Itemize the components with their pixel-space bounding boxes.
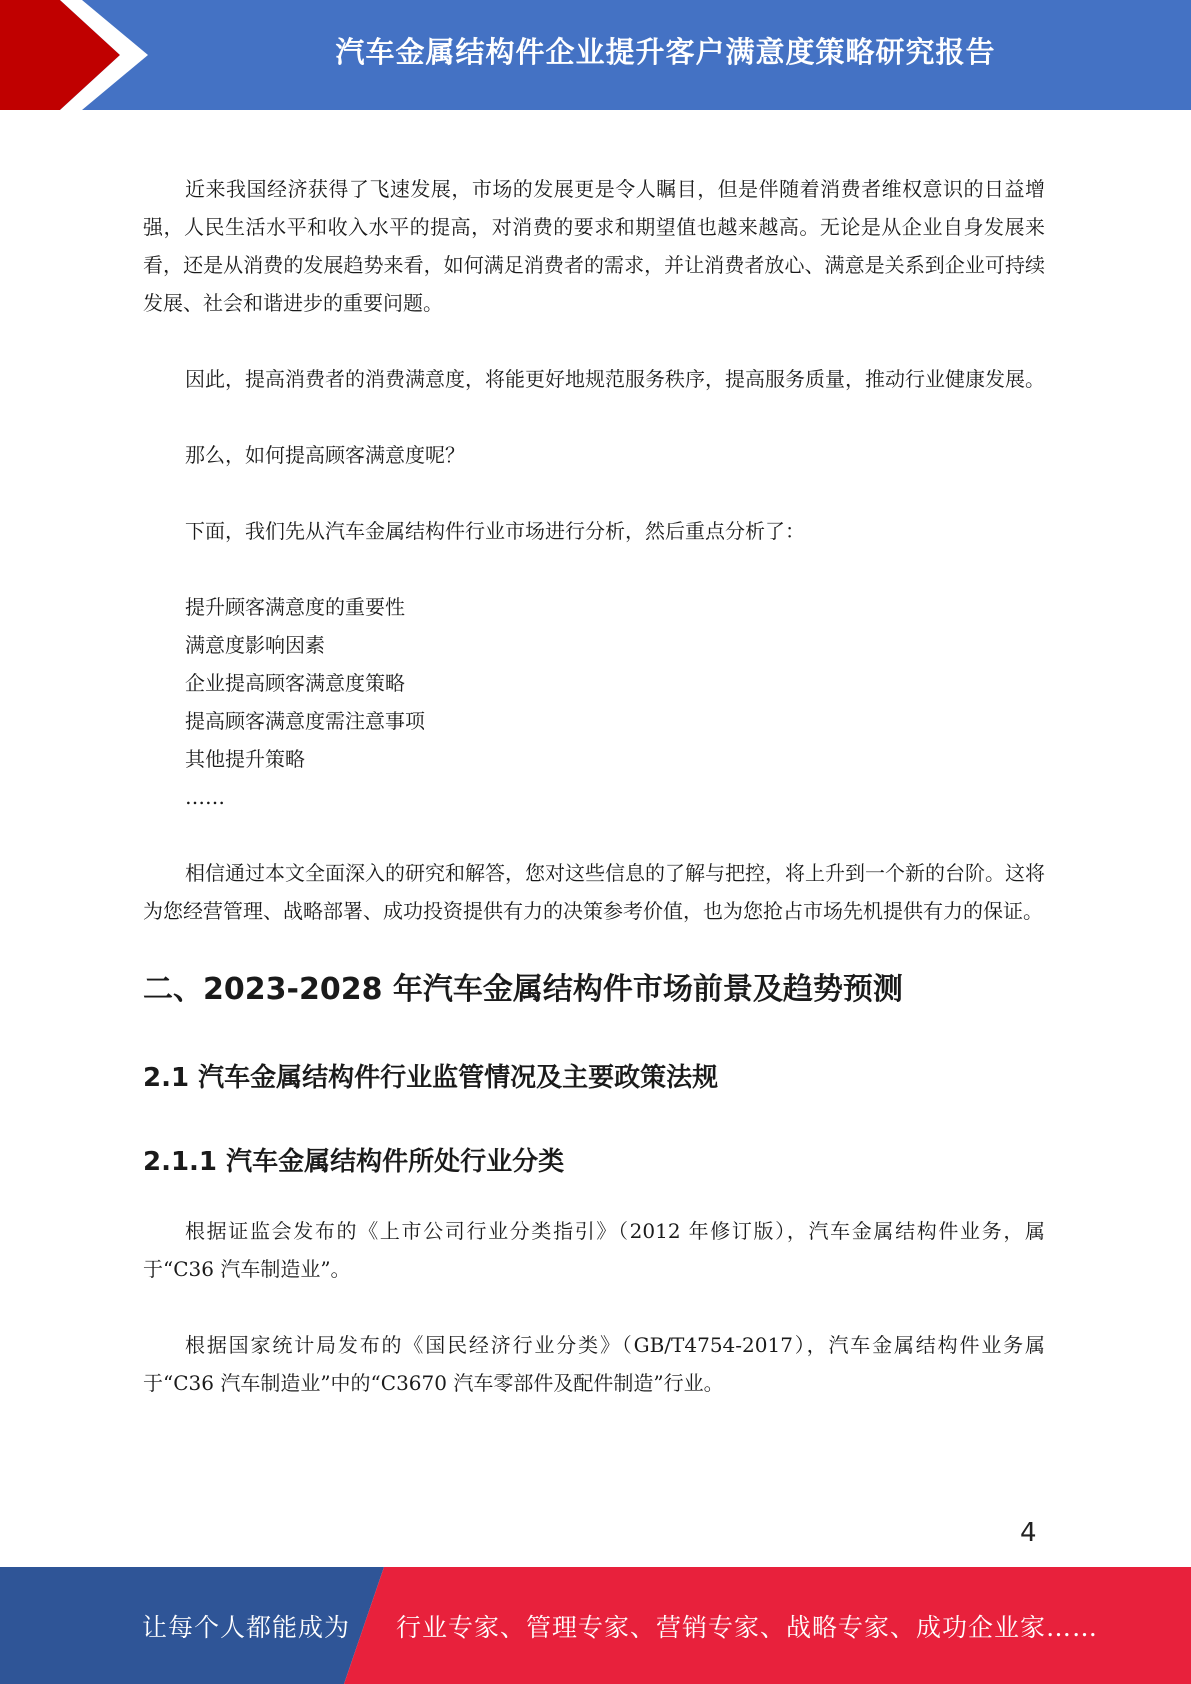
- intro-paragraph-2: 因此，提高消费者的消费满意度，将能更好地规范服务秩序，提高服务质量，推动行业健康发展。: [185, 367, 1045, 391]
- list-item: 企业提高顾客满意度策略: [185, 671, 405, 695]
- intro-paragraph-4: 下面，我们先从汽车金属结构件行业市场进行分析，然后重点分析了：: [185, 519, 805, 543]
- intro-paragraph-5: 相信通过本文全面深入的研究和解答，您对这些信息的了解与把控，将上升到一个新的台阶。这将为您经营管理、战略部署、成功投资提供有力的决策参考价值，也为您抢占市场先机提供有力的保证。: [143, 861, 1045, 923]
- footer-slogan-left: 让每个人都能成为: [142, 1612, 351, 1642]
- page-footer: [0, 1567, 1191, 1684]
- intro-paragraph-1: 近来我国经济获得了飞速发展，市场的发展更是令人瞩目，但是伴随着消费者维权意识的日益增强，人民生活水平和收入水平的提高，对消费的要求和期望值也越来越高。无论是从企业自身发展来看，还是从消费的发展趋势来看，如何满足消费者的需求，并让消费者放心、满意是关系到企业可持续发展、社会和谐进步的重要问题。: [143, 177, 1045, 315]
- classification-paragraph-2: 根据国家统计局发布的《国民经济行业分类》（GB/T4754-2017），汽车金属结构件业务属于“C36 汽车制造业”中的“C3670 汽车零部件及配件制造”行业。: [143, 1333, 1045, 1395]
- subsubsection-heading: 2.1.1 汽车金属结构件所处行业分类: [143, 1147, 565, 1177]
- analysis-topics-list: [143, 588, 1045, 816]
- list-item: 提高顾客满意度需注意事项: [185, 709, 425, 733]
- list-item: 其他提升策略: [185, 747, 305, 771]
- subsection-heading: 2.1 汽车金属结构件行业监管情况及主要政策法规: [143, 1063, 719, 1093]
- section-heading: 二、2023-2028 年汽车金属结构件市场前景及趋势预测: [143, 972, 903, 1007]
- footer-slogan-right: 行业专家、管理专家、营销专家、战略专家、成功企业家……: [396, 1612, 1099, 1642]
- list-item: ……: [185, 785, 225, 809]
- classification-paragraph-1: 根据证监会发布的《上市公司行业分类指引》（2012 年修订版），汽车金属结构件业务，属于“C36 汽车制造业”。: [143, 1219, 1045, 1281]
- document-body: [143, 170, 1045, 1440]
- header-title: 汽车金属结构件企业提升客户满意度策略研究报告: [335, 34, 996, 69]
- intro-paragraph-3: 那么，如何提高顾客满意度呢？: [185, 443, 465, 467]
- page-number: 4: [1020, 1518, 1037, 1548]
- list-item: 提升顾客满意度的重要性: [185, 595, 405, 619]
- list-item: 满意度影响因素: [185, 633, 325, 657]
- page-header: [0, 0, 1191, 110]
